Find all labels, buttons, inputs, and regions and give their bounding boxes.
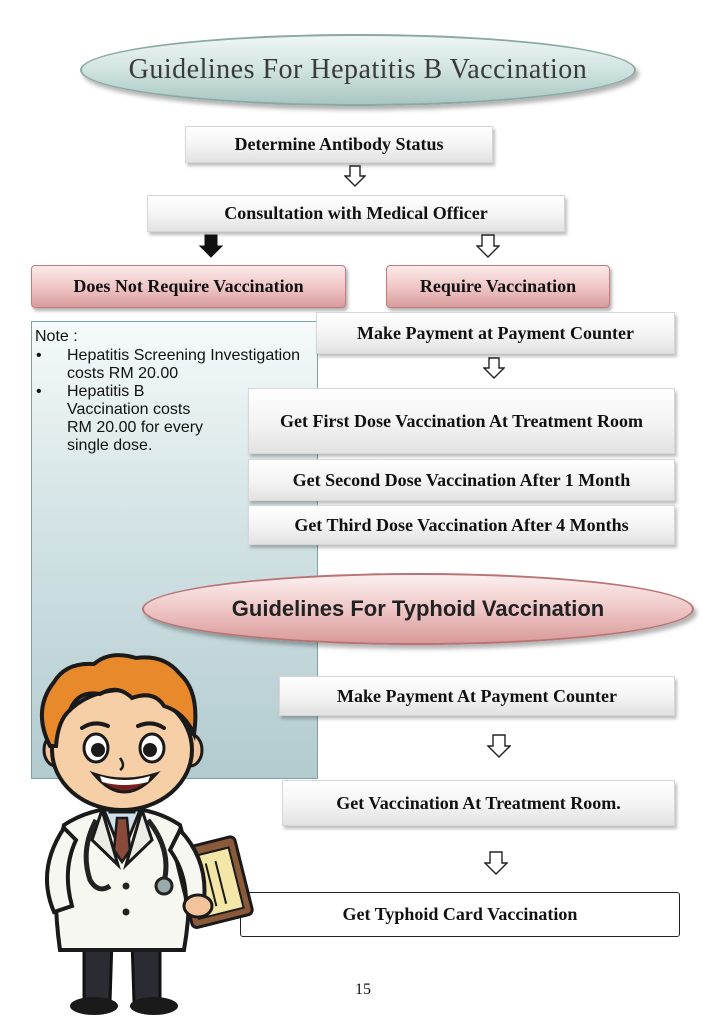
hepatitis-title: Guidelines For Hepatitis B Vaccination bbox=[128, 54, 588, 85]
bullet-icon: • bbox=[36, 347, 42, 364]
doctor-illustration bbox=[14, 650, 260, 1018]
bullet-icon: • bbox=[36, 383, 42, 400]
note-item: • Hepatitis B Vaccination costs RM 20.00 for every single dose. bbox=[36, 383, 204, 454]
branch-require-vaccination: Require Vaccination bbox=[386, 265, 610, 308]
down-arrow-icon bbox=[344, 165, 366, 187]
step-consultation: Consultation with Medical Officer bbox=[147, 195, 565, 232]
page-number: 15 bbox=[355, 981, 371, 998]
step-hep-payment: Make Payment at Payment Counter bbox=[316, 312, 675, 354]
down-arrow-icon bbox=[487, 734, 511, 758]
step-second-dose: Get Second Dose Vaccination After 1 Month bbox=[248, 459, 675, 501]
hepatitis-title-banner bbox=[80, 34, 636, 106]
step-first-dose: Get First Dose Vaccination At Treatment Room bbox=[248, 388, 675, 454]
step-typhoid-vaccination: Get Vaccination At Treatment Room. bbox=[282, 780, 675, 826]
step-third-dose: Get Third Dose Vaccination After 4 Months bbox=[248, 505, 675, 545]
note-heading: Note : bbox=[35, 328, 78, 345]
step-typhoid-payment: Make Payment At Payment Counter bbox=[279, 676, 675, 716]
typhoid-title: Guidelines For Typhoid Vaccination bbox=[231, 596, 605, 621]
branch-no-vaccination: Does Not Require Vaccination bbox=[31, 265, 346, 308]
down-arrow-icon bbox=[484, 851, 508, 875]
down-arrow-icon bbox=[483, 357, 505, 379]
step-typhoid-card: Get Typhoid Card Vaccination bbox=[240, 892, 680, 937]
down-arrow-filled-icon bbox=[199, 234, 223, 258]
step-antibody-status: Determine Antibody Status bbox=[185, 126, 493, 163]
down-arrow-icon bbox=[476, 234, 500, 258]
typhoid-title-banner bbox=[142, 573, 694, 645]
note-item: • Hepatitis Screening Investigation costs RM 20.00 bbox=[36, 347, 301, 382]
